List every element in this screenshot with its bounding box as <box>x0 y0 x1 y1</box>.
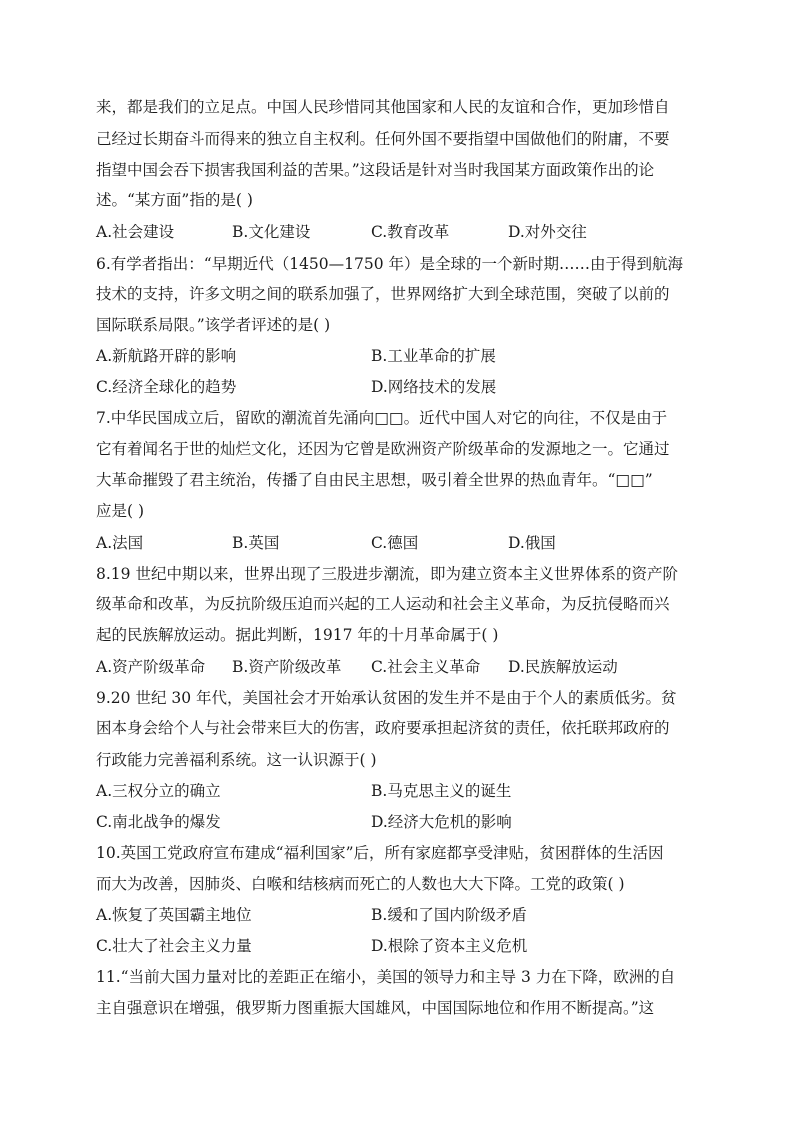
option-b: B.资产阶级改革 <box>232 658 342 676</box>
option-d: D.俄国 <box>508 534 556 552</box>
question-9-line: 行政能力完善福利系统。这一认识源于( ) <box>96 751 377 769</box>
option-d: D.经济大危机的影响 <box>371 813 512 831</box>
question-10-line: 而大为改善，因肺炎、白喉和结核病而死亡的人数也大大下降。工党的政策( ) <box>96 875 625 893</box>
option-d: D.网络技术的发展 <box>371 378 497 396</box>
question-8-line: 级革命和改革，为反抗阶级压迫而兴起的工人运动和社会主义革命，为反抗侵略而兴 <box>96 595 670 613</box>
option-a: A.社会建设 <box>96 223 175 241</box>
option-d: D.民族解放运动 <box>508 658 618 676</box>
option-a: A.恢复了英国霸主地位 <box>96 906 252 924</box>
text-line: 述。“某方面”指的是( ) <box>96 191 253 209</box>
question-11-line: 主自强意识在增强，俄罗斯力图重振大国雄风，中国国际地位和作用不断提高。”这 <box>96 999 655 1017</box>
option-c: C.教育改革 <box>371 223 450 241</box>
option-b: B.英国 <box>232 534 280 552</box>
text-line: 来，都是我们的立足点。中国人民珍惜同其他国家和人民的友谊和合作，更加珍惜自 <box>96 98 670 116</box>
question-8-line: 8.19 世纪中期以来，世界出现了三股进步潮流，即为建立资本主义世界体系的资产阶 <box>96 565 678 583</box>
option-c: C.壮大了社会主义力量 <box>96 937 252 955</box>
question-6-line: 6.有学者指出：“早期近代（1450—1750 年）是全球的一个新时期……由于得到航海 <box>96 255 684 273</box>
option-a: A.法国 <box>96 534 144 552</box>
option-d: D.对外交往 <box>508 223 587 241</box>
option-b: B.文化建设 <box>232 223 311 241</box>
question-6-line: 技术的支持，许多文明之间的联系加强了，世界网络扩大到全球范围，突破了以前的 <box>96 285 670 303</box>
option-d: D.根除了资本主义危机 <box>371 937 528 955</box>
option-c: C.南北战争的爆发 <box>96 813 221 831</box>
text-line: 指望中国会吞下损害我国利益的苦果。”这段话是针对当时我国某方面政策作出的论 <box>96 161 655 179</box>
question-8-line: 起的民族解放运动。据此判断，1917 年的十月革命属于( ) <box>96 626 499 644</box>
option-b: B.马克思主义的诞生 <box>371 782 512 800</box>
option-b: B.工业革命的扩展 <box>371 347 496 365</box>
question-7-line: 7.中华民国成立后，留欧的潮流首先涌向□□。近代中国人对它的向往，不仅是由于 <box>96 409 668 427</box>
option-c: C.德国 <box>371 534 419 552</box>
question-9-line: 9.20 世纪 30 年代，美国社会才开始承认贫困的发生并不是由于个人的素质低劣。贫 <box>96 689 677 707</box>
option-a: A.新航路开辟的影响 <box>96 347 237 365</box>
option-c: C.社会主义革命 <box>371 658 481 676</box>
option-b: B.缓和了国内阶级矛盾 <box>371 906 527 924</box>
question-7-line: 大革命摧毁了君主统治，传播了自由民主思想，吸引着全世界的热血青年。“□□” <box>96 471 653 489</box>
option-a: A.三权分立的确立 <box>96 782 221 800</box>
question-10-line: 10.英国工党政府宣布建成“福利国家”后，所有家庭都享受津贴，贫困群体的生活因 <box>96 844 664 862</box>
question-7-line: 应是( ) <box>96 502 145 520</box>
text-line: 己经过长期奋斗而得来的独立自主权利。任何外国不要指望中国做他们的附庸，不要 <box>96 130 670 148</box>
question-7-line: 它有着闻名于世的灿烂文化，还因为它曾是欧洲资产阶级革命的发源地之一。它通过 <box>96 440 670 458</box>
option-c: C.经济全球化的趋势 <box>96 378 237 396</box>
option-a: A.资产阶级革命 <box>96 658 206 676</box>
question-11-line: 11.“当前大国力量对比的差距正在缩小，美国的领导力和主导 3 力在下降，欧洲的自 <box>96 968 676 986</box>
question-6-line: 国际联系局限。”该学者评述的是( ) <box>96 316 331 334</box>
question-9-line: 困本身会给个人与社会带来巨大的伤害，政府要承担起济贫的责任，依托联邦政府的 <box>96 719 670 737</box>
